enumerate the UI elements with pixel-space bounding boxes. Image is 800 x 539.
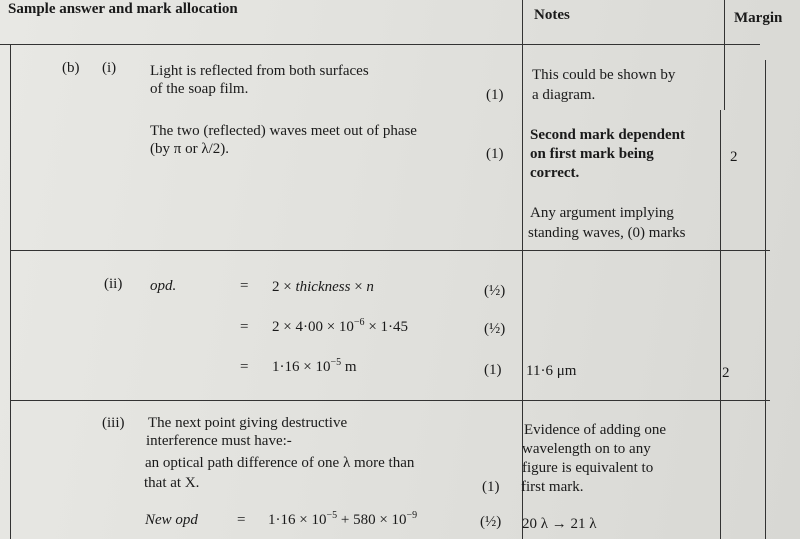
i-note2b: on first mark being xyxy=(530,146,654,162)
ii-expr2-exp: −6 xyxy=(353,317,365,328)
ii-note: 11·6 μm xyxy=(526,363,577,379)
ii-expr3-a: 1·16 × 10 xyxy=(272,359,331,375)
margin-column-rule xyxy=(724,0,725,110)
iii-note5: 20 λ → 21 λ xyxy=(522,516,597,532)
iii-mark2: (½) xyxy=(480,514,502,530)
header-margin: Margin xyxy=(734,10,783,26)
part-ii-label: (ii) xyxy=(104,276,123,292)
iii-line2: interference must have:- xyxy=(146,433,292,449)
ii-mark3: (1) xyxy=(484,362,502,378)
iii-line3: an optical path difference of one λ more than xyxy=(145,455,415,471)
i-mark2: (1) xyxy=(486,146,504,162)
i-line2b: (by π or λ/2). xyxy=(150,141,229,157)
ii-expr1-text: 2 × thickness × n xyxy=(272,279,374,295)
i-note3a: Any argument implying xyxy=(530,205,674,221)
margin-column-rule-lower xyxy=(720,110,721,539)
i-line1b: of the soap film. xyxy=(150,81,249,97)
ii-expr2-b: × 1·45 xyxy=(364,319,409,335)
iii-expr-exp1: −5 xyxy=(326,510,338,521)
header-bottom-rule xyxy=(0,44,760,45)
iii-eq: = xyxy=(237,512,246,528)
header-notes: Notes xyxy=(534,7,570,23)
iii-expr-b: + 580 × 10 xyxy=(337,512,407,528)
left-border xyxy=(10,44,11,539)
iii-mark1: (1) xyxy=(482,479,500,495)
notes-inner-rule xyxy=(765,60,766,539)
ii-expr2-a: 2 × 4·00 × 10 xyxy=(272,319,354,335)
part-b-label: (b) xyxy=(62,60,80,76)
i-margin: 2 xyxy=(730,149,738,165)
iii-line1: The next point giving destructive xyxy=(148,415,348,431)
ii-expr2 xyxy=(272,318,408,337)
i-line2a: The two (reflected) waves meet out of phase xyxy=(150,123,417,139)
i-note3b: standing waves, (0) marks xyxy=(528,225,686,241)
iii-note3: figure is equivalent to xyxy=(522,460,654,476)
ii-eq1: = xyxy=(240,278,249,294)
part-iii-label: (iii) xyxy=(102,415,125,431)
ii-expr3 xyxy=(272,358,357,377)
i-line1a: Light is reflected from both surfaces xyxy=(150,63,369,79)
iii-expr-a: 1·16 × 10 xyxy=(268,512,327,528)
i-note2c: correct. xyxy=(530,165,580,181)
ii-eq3: = xyxy=(240,359,249,375)
ii-eq2: = xyxy=(240,319,249,335)
header-answer: Sample answer and mark allocation xyxy=(8,1,238,17)
i-note2a: Second mark dependent xyxy=(530,127,686,143)
iii-line4: that at X. xyxy=(144,475,200,491)
part-i-label: (i) xyxy=(102,60,117,76)
ii-margin: 2 xyxy=(722,365,730,381)
iii-note1: Evidence of adding one xyxy=(524,422,667,438)
iii-note4: first mark. xyxy=(521,479,584,495)
i-note1b: a diagram. xyxy=(532,87,596,103)
ii-expr3-b: m xyxy=(341,359,357,375)
iii-expr-exp2: −9 xyxy=(406,510,418,521)
iii-expr xyxy=(268,511,417,530)
iii-note2: wavelength on to any xyxy=(522,441,651,457)
ii-expr1 xyxy=(272,278,374,297)
row-rule-2 xyxy=(10,400,770,401)
ii-mark2: (½) xyxy=(484,321,506,337)
iii-newopd-label: New opd xyxy=(145,512,198,528)
ii-opd-label: opd. xyxy=(150,278,177,294)
row-rule-1 xyxy=(10,250,770,251)
ii-expr3-exp: −5 xyxy=(330,357,342,368)
ii-mark1: (½) xyxy=(484,283,506,299)
i-note1a: This could be shown by xyxy=(532,67,676,83)
i-mark1: (1) xyxy=(486,87,504,103)
